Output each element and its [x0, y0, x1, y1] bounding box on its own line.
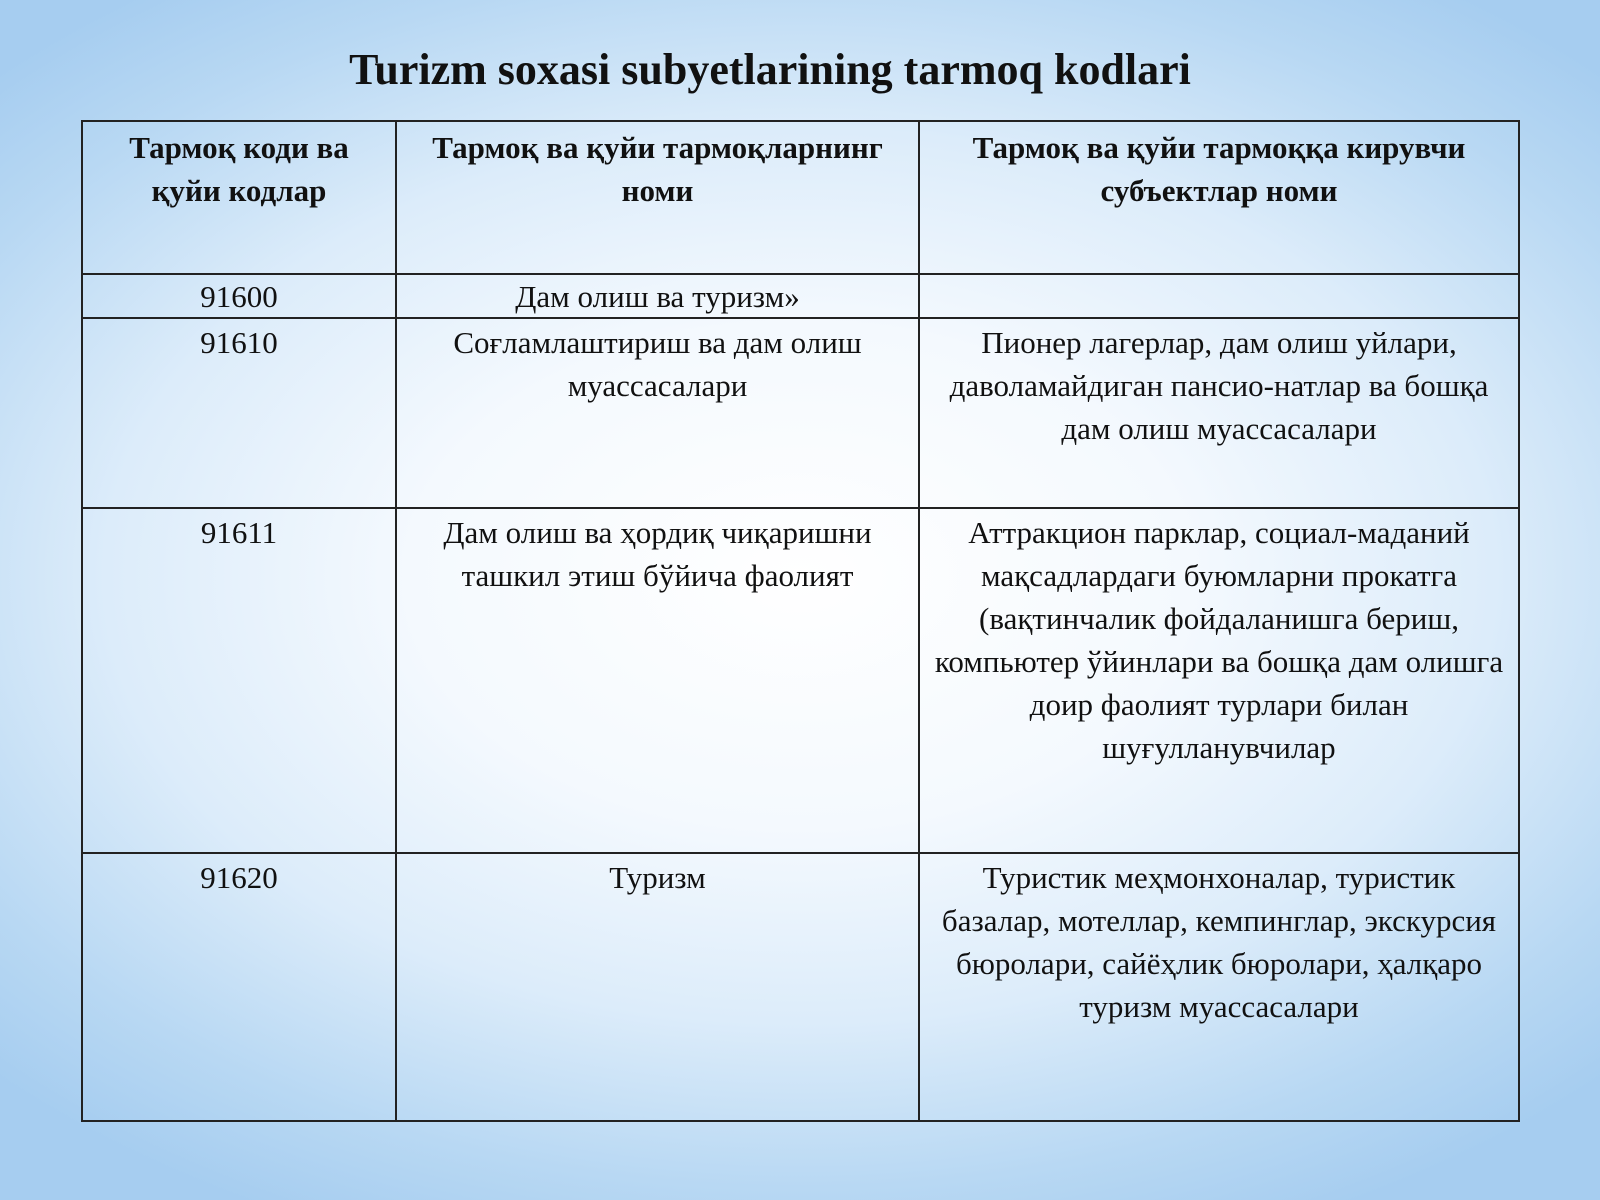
- table-row: [82, 318, 1519, 508]
- cell-code: 91620: [82, 853, 396, 1121]
- header-subjects: Тармоқ ва қуйи тармоққа кирувчи субъектлар номи: [919, 121, 1519, 274]
- table-row: [82, 508, 1519, 853]
- codes-table: [81, 120, 1520, 1122]
- cell-subjects: Пионер лагерлар, дам олиш уйлари, даволамайдиган пансио-натлар ва бошқа дам олиш муассасалари: [919, 318, 1519, 508]
- page-title: Turizm soxasi subyetlarining tarmoq kodlari: [349, 45, 1191, 94]
- cell-subjects: Туристик меҳмонхоналар, туристик базалар, мотеллар, кемпинглар, экскурсия бюролари, сайёҳлик бюролари, ҳалқаро туризм муассасалари: [919, 853, 1519, 1121]
- cell-subjects: Аттракцион парклар, социал-маданий мақсадлардаги буюмларни прокатга (вақтинчалик фойдаланишга бериш, компьютер ўйинлари ва бошқа дам олишга доир фаолият турлари билан шуғулланувчилар: [919, 508, 1519, 853]
- cell-name: Туризм: [396, 853, 919, 1121]
- cell-code: 91600: [82, 274, 396, 318]
- cell-code: 91611: [82, 508, 396, 853]
- table-row: [82, 853, 1519, 1121]
- cell-name: Дам олиш ва ҳордиқ чиқаришни ташкил этиш бўйича фаолият: [396, 508, 919, 853]
- cell-name: Соғламлаштириш ва дам олиш муассасалари: [396, 318, 919, 508]
- header-code: Тармоқ коди ва қуйи кодлар: [82, 121, 396, 274]
- cell-subjects: [919, 274, 1519, 318]
- table-header-row: [82, 121, 1519, 274]
- header-name: Тармоқ ва қуйи тармоқларнинг номи: [396, 121, 919, 274]
- cell-name: Дам олиш ва туризм»: [396, 274, 919, 318]
- cell-code: 91610: [82, 318, 396, 508]
- table-row: [82, 274, 1519, 318]
